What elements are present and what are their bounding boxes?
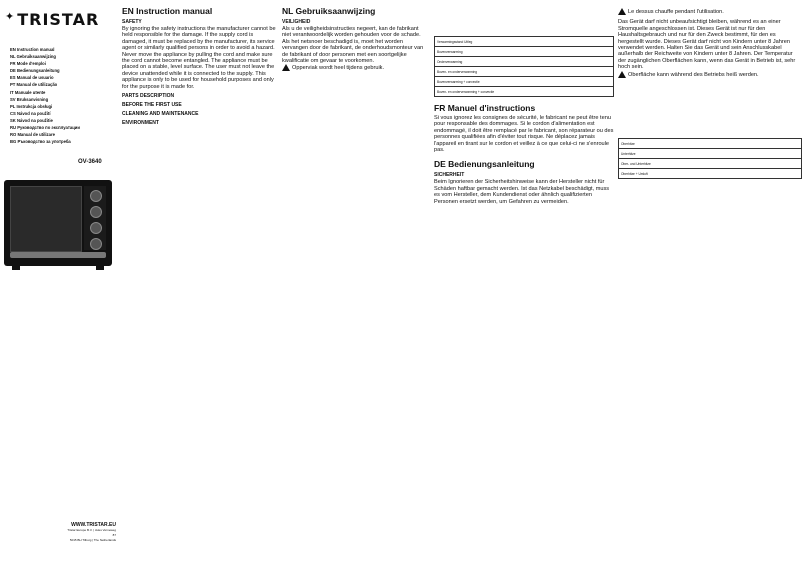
- table-row: Bovenverwarming + convectie: [435, 77, 614, 87]
- footer: [66, 523, 116, 543]
- menu-item[interactable]: PT Manual de utilização: [10, 82, 58, 88]
- knob-icon: [90, 222, 102, 234]
- oven-foot: [96, 266, 104, 270]
- menu-item[interactable]: EN Instruction manual: [10, 47, 55, 52]
- brand-logo: ✦ TRISTAR: [5, 10, 100, 29]
- menu-item[interactable]: RO Manual de utilizare: [10, 132, 55, 138]
- warning-text: Oberfläche kann während des Betriebs heiß werden.: [618, 71, 802, 78]
- table-row: Bovenverwarming: [435, 47, 614, 57]
- heating-table: [434, 36, 614, 97]
- section-heading: VEILIGHEID: [282, 19, 311, 25]
- menu-item[interactable]: SK Návod na použitie: [10, 117, 53, 123]
- section-title: DE Bedienungsanleitung: [434, 159, 535, 170]
- oven-handle: [10, 252, 106, 258]
- cover-column: [0, 0, 120, 575]
- warning-text: Le dessus chauffe pendant l'utilisation.: [618, 8, 802, 15]
- section-heading: PARTS DESCRIPTION: [122, 93, 175, 100]
- section-title: FR Manuel d'instructions: [434, 103, 536, 113]
- section-title: EN Instruction manual: [122, 6, 213, 16]
- table-header: Verwarmingsstand Uitleg: [435, 37, 614, 47]
- section-heading: SAFETY: [122, 19, 142, 25]
- table-row: Unterhitze: [619, 149, 802, 159]
- body-text: By ignoring the safety instructions the manufacturer cannot be held responsible for the damage. If the supply cord is damaged, it must be replaced by the manufacturer, its service agent or similarly qualified persons in order to avoid a hazard. Never move the appliance by pulling the cord and make sure the cord cannot become entangled. The appliance must be placed on a stable, level surface. The user must not leave the device unattended while it is connected to the supply. This appliance is only to be used for household purposes and only for the purpose it is made for.: [122, 26, 276, 90]
- section-heading: SICHERHEIT: [434, 172, 465, 179]
- table-row: Oberhitze + Umluft: [619, 169, 802, 179]
- menu-item[interactable]: FR Mode d'emploi: [10, 61, 46, 67]
- warning-icon: [618, 8, 626, 15]
- warning-icon: [618, 71, 626, 78]
- knob-icon: [90, 238, 102, 250]
- menu-item[interactable]: SV Bruksanvisning: [10, 96, 49, 102]
- de-column: [618, 0, 802, 575]
- table-row: Boven- en onderverwarming: [435, 67, 614, 77]
- section-heading: CLEANING AND MAINTENANCE: [122, 111, 199, 118]
- table-row: Oberhitze: [619, 139, 802, 149]
- menu-item[interactable]: RU Руководство по эксплуатации: [10, 125, 80, 131]
- model-number: OV-3640: [78, 159, 102, 165]
- fr-column: [434, 0, 614, 575]
- table-row: Onderverwarming: [435, 57, 614, 67]
- body-text: Das Gerät darf nicht unbeaufsichtigt bleiben, während es an einer Stromquelle angeschlossen ist. Dieses Gerät ist nur für den Haushaltsgebrauch und nur für den Zweck bestimmt, für den es hergestellt wurde. Dieses Gerät darf nicht von Kindern unter 8 Jahren verwendet werden. Halten Sie das Gerät und sein Anschlusskabel außerhalb der Reichweite von Kindern unter 8 Jahren. Der Temperatur der zugänglichen Oberflächen kann, wenn das Gerät in Betrieb ist, sehr hoch sein.: [618, 19, 796, 71]
- table-row: Ober- und Unterhitze: [619, 159, 802, 169]
- body-text: Si vous ignorez les consignes de sécurité, le fabricant ne peut être tenu pour responsable des dommages. Si le cordon d'alimentation est endommagé, il doit être remplacé par le fabricant, son réparateur ou des personnes qualifiées afin d'éviter tout risque. Ne déplacez jamais l'appareil en tirant sur le cordon et veillez à ce que celui-ci ne s'enroule pas.: [434, 115, 614, 154]
- oven-foot: [12, 266, 20, 270]
- knob-icon: [90, 206, 102, 218]
- heating-table-de: [618, 138, 802, 179]
- en-column: [122, 0, 278, 575]
- nl-column: [282, 0, 428, 575]
- website: WWW.TRISTAR.EU: [71, 522, 116, 528]
- address-line: Tristar Europe B.V. | Jules Verneweg 87: [67, 528, 116, 537]
- body-text: Als u de veiligheidsinstructies negeert, kan de fabrikant niet verantwoordelijk worden gehouden voor de schade. Als het netsnoer beschadigd is, moet het worden vervangen door de fabrikant, de onderhoudsmonteur van de fabrikant of door personen met een soortgelijke kwalificatie om gevaar te voorkomen.: [282, 26, 424, 65]
- menu-item[interactable]: ES Manual de usuario: [10, 75, 54, 81]
- menu-item[interactable]: DE Bedienungsanleitung: [10, 68, 60, 74]
- knob-icon: [90, 190, 102, 202]
- oven-window: [10, 186, 82, 252]
- table-row: Boven- en onderverwarming + convectie: [435, 87, 614, 97]
- warning-text: Opperviak wordt heel tijdens gebruik.: [282, 64, 428, 71]
- address-line: 5015 BH Tilburg | The Netherlands: [69, 538, 116, 542]
- language-menu: [10, 46, 110, 145]
- warning-icon: [282, 64, 290, 71]
- control-panel: [84, 186, 106, 250]
- body-text: Beim Ignorieren der Sicherheitshinweise kann der Hersteller nicht für Schäden haftbar gemacht werden. Ist das Netzkabel beschädigt, muss es vom Hersteller, dem Kundendienst oder ähnlich qualifizierten Personen ersetzt werden, um Gefahren zu vermeiden.: [434, 179, 610, 205]
- menu-item[interactable]: IT Manuale utente: [10, 89, 46, 95]
- menu-item[interactable]: NL Gebruiksaanwijzing: [10, 54, 56, 60]
- section-title: NL Gebruiksaanwijzing: [282, 6, 376, 16]
- menu-item[interactable]: PL Instrukcja obsługi: [10, 103, 53, 109]
- section-heading: BEFORE THE FIRST USE: [122, 102, 182, 109]
- menu-item[interactable]: BG Ръководство за употреба: [10, 139, 71, 145]
- menu-item[interactable]: CS Návod na použití: [10, 110, 51, 116]
- section-heading: ENVIRONMENT: [122, 120, 159, 127]
- oven-image: [4, 180, 112, 266]
